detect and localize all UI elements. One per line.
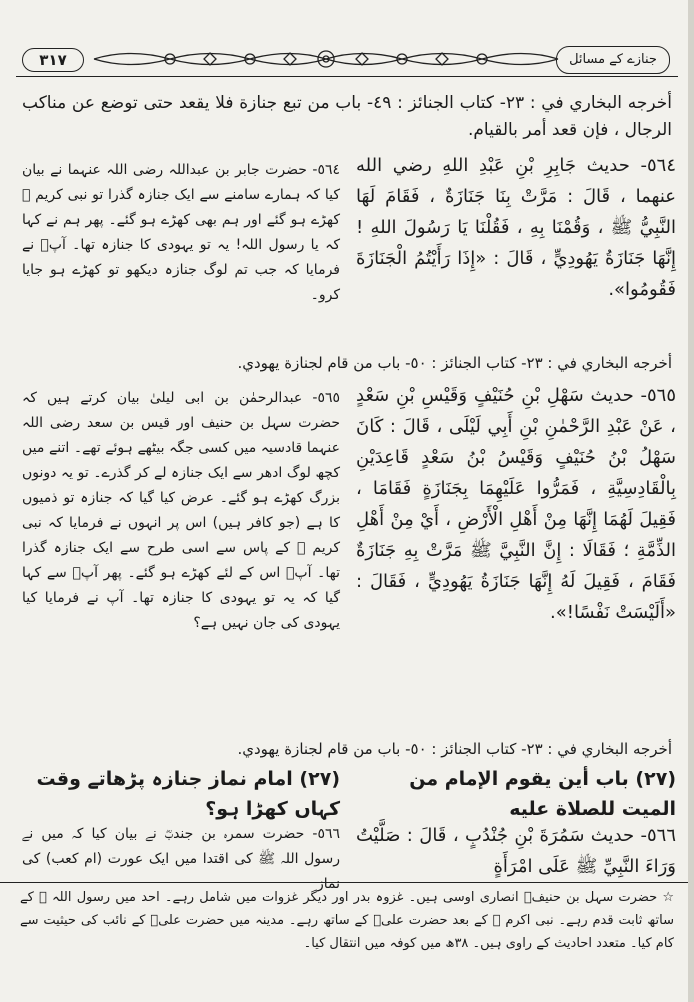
- hadith-565-reference: أخرجه البخاري في : ٢٣- كتاب الجنائز : ٥٠- باب من قام لجنازة يهودي.: [237, 740, 672, 758]
- page-binding-edge: [688, 0, 694, 1002]
- hadith-566-arabic: ٥٦٦- حديث سَمُرَةَ بْنِ جُنْدُبٍ ، قَالَ : صَلَّيْتُ وَرَاءَ النَّبِيِّ ﷺ عَلَى امْرَأَةٍ: [356, 825, 676, 877]
- decorative-border-ornament: [90, 46, 562, 72]
- bab-27-arabic-heading: (٢٧) باب أين يقوم الإمام من الميت للصلاة عليه: [409, 768, 676, 820]
- hadith-564-reference: أخرجه البخاري في : ٢٣- كتاب الجنائز : ٥٠- باب من قام لجنازة يهودي.: [237, 354, 672, 372]
- hadith-564-urdu: ٥٦٤- حضرت جابر بن عبداللہ رضی اللہ عنہما نے بیان کیا کہ ہمارے سامنے سے ایک جنازہ گذرا تو نبی کریم ﷺ کھڑے ہو گئے اور ہم بھی کھڑے ہو گئے۔ پھر ہم نے کہا کہ یا رسول اللہ! یہ تو یہودی کا جنازہ تھا۔ آپؐ نے فرمایا کہ جب تم لوگ جنازہ دیکھو تو کھڑے ہو جایا کرو۔: [22, 162, 340, 303]
- running-title: جنازے کے مسائل: [556, 46, 670, 74]
- hadith-566-urdu: ٥٦٦- حضرت سمرہ بن جندبؓ نے بیان کیا کہ میں نے رسول اللہ ﷺ کی اقتدا میں ایک عورت (ام کعب) کی نماز: [22, 826, 340, 892]
- page-header: [16, 40, 678, 88]
- header-rule: [16, 76, 678, 77]
- footnote: ☆ حضرت سہل بن حنیفؓ انصاری اوسی ہیں۔ غزوہ بدر اور دیگر غزوات میں شامل رہے۔ احد میں رسول اللہ ﷺ کے ساتھ ثابت قدم رہے۔ نبی اکرم ﷺ کے بعد حضرت علیؓ کے ساتھ رہے۔ مدینہ میں حضرت علیؓ کے نائب کی حیثیت سے کام کیا۔ متعدد احادیث کے راوی ہیں۔ ٣٨ھ میں کوفہ میں انتقال کیا۔: [20, 890, 674, 951]
- hadith-564-arabic: ٥٦٤- حديث جَابِرِ بْنِ عَبْدِ اللهِ رضي الله عنهما ، قَالَ : مَرَّتْ بِنَا جَنَازَةٌ ، فَقَامَ لَهَا النَّبِيُّ ﷺ ، وَقُمْنَا بِهِ ، فَقُلْنَا يَا رَسُولَ اللهِ ! إِنَّهَا جَنَازَةُ يَهُودِيٍّ ، قَالَ : «إِذَا رَأَيْتُمُ الْجَنَازَةَ فَقُومُوا».: [356, 155, 676, 300]
- hadith-565-arabic: ٥٦٥- حديث سَهْلِ بْنِ حُنَيْفٍ وَقَيْسِ بْنِ سَعْدٍ ، عَنْ عَبْدِ الرَّحْمٰنِ بْنِ أَبِي لَيْلَى ، قَالَ : كَانَ سَهْلُ بْنُ حُنَيْفٍ وَقَيْسُ بْنُ سَعْدٍ قَاعِدَيْنِ بِالْقَادِسِيَّةِ ، فَمَرُّوا عَلَيْهِمَا بِجَنَازَةٍ فَقَامَا ، فَقِيلَ لَهُمَا إِنَّهَا مِنْ أَهْلِ الْأَرْضِ ، أَيْ مِنْ أَهْلِ الذِّمَّةِ ؛ فَقَالَا : إِنَّ النَّبِيَّ ﷺ مَرَّتْ بِهِ جَنَازَةٌ فَقَامَ ، فَقِيلَ لَهُ إِنَّهَا جَنَازَةُ يَهُودِيٍّ ، فَقَالَ : «أَلَيْسَتْ نَفْسًا!».: [356, 385, 676, 623]
- footnote-rule: [0, 882, 694, 883]
- page-number: ٣١٧: [22, 48, 84, 72]
- top-reference: أخرجه البخاري في : ٢٣- كتاب الجنائز : ٤٩- باب من تبع جنازة فلا يقعد حتى توضع عن مناكب الرجال ، فإن قعد أمر بالقيام.: [22, 93, 672, 140]
- bab-27-urdu-heading: (٢٧) امام نماز جنازہ پڑھاتے وقت کہاں کھڑا ہو؟: [36, 768, 340, 820]
- hadith-565-urdu: ٥٦٥- عبدالرحمٰن بن ابی لیلیٰ بیان کرتے ہیں کہ حضرت سہل بن حنیف اور قیس بن سعد رضی اللہ عنہما قادسیہ میں کسی جگہ بیٹھے ہوئے تھے۔ اتنے میں کچھ لوگ ادھر سے ایک جنازہ لے کر گذرے۔ تو یہ دونوں بزرگ کھڑے ہو گئے۔ عرض کیا گیا کہ جنازہ تو ذمیوں کا ہے (جو کافر ہیں) اس پر انہوں نے فرمایا کہ نبی کریم ﷺ کے پاس سے اسی طرح سے ایک جنازہ گذرا تھا۔ آپؐ اس کے لئے کھڑے ہو گئے۔ پھر آپؐ سے کہا گیا کہ یہ تو یہودی کا جنازہ تھا۔ آپ نے فرمایا کیا یہودی کی جان نہیں ہے؟: [22, 390, 340, 631]
